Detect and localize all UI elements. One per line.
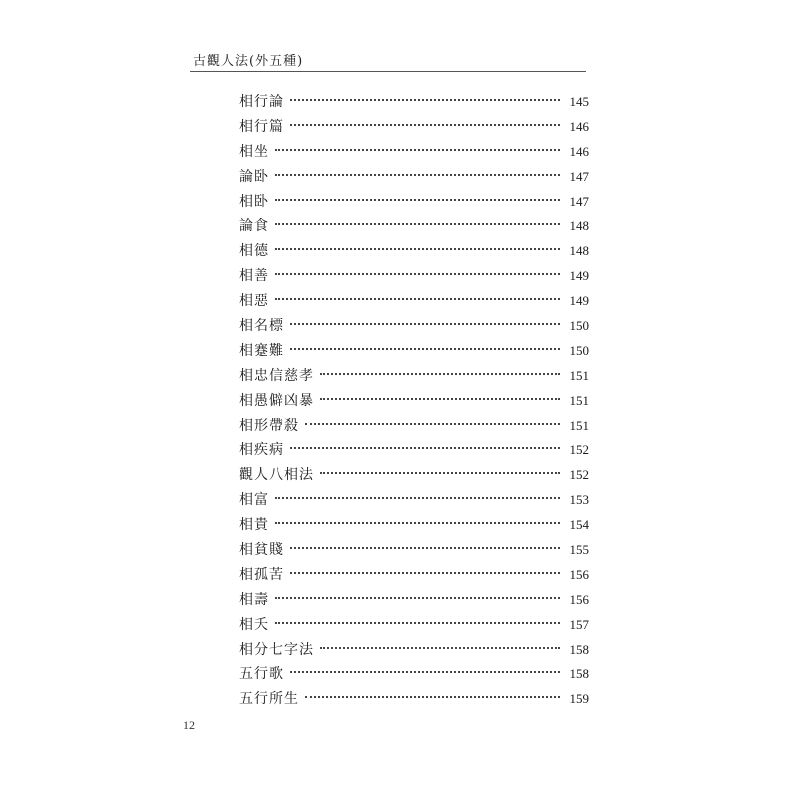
dot-leader (275, 597, 560, 599)
toc-entry (239, 90, 589, 115)
toc-entry (239, 389, 589, 414)
toc-entry (239, 190, 589, 215)
toc-entry-title: 相孤苦 (239, 566, 284, 583)
toc-entry-title: 相富 (239, 492, 269, 509)
toc-entry-title: 觀人八相法 (239, 467, 314, 484)
toc-entry-title: 相惡 (239, 293, 269, 310)
toc-entry-title: 相夭 (239, 616, 269, 633)
toc-entry-page: 152 (569, 467, 589, 483)
header-rule (190, 71, 586, 72)
toc-entry (239, 563, 589, 588)
dot-leader (290, 447, 560, 449)
toc-entry-page: 148 (569, 218, 589, 234)
toc-entry-page: 152 (569, 442, 589, 458)
toc-entry (239, 414, 589, 439)
dot-leader (275, 149, 560, 151)
dot-leader (290, 547, 560, 549)
toc-entry (239, 115, 589, 140)
dot-leader (320, 398, 560, 400)
toc-entry (239, 438, 589, 463)
toc-entry-page: 146 (569, 143, 589, 159)
toc-entry-title: 相德 (239, 243, 269, 260)
toc-entry (239, 140, 589, 165)
toc-entry-title: 五行所生 (239, 691, 299, 708)
toc-entry (239, 488, 589, 513)
toc-entry-title: 五行歌 (239, 666, 284, 683)
dot-leader (275, 298, 560, 300)
toc-entry-title: 相分七字法 (239, 641, 314, 658)
toc-entry-page: 149 (569, 293, 589, 309)
toc-entry-title: 相善 (239, 268, 269, 285)
toc-entry-page: 151 (569, 417, 589, 433)
toc-entry-title: 論卧 (239, 168, 269, 185)
toc-entry (239, 538, 589, 563)
toc-entry (239, 289, 589, 314)
toc-entry (239, 588, 589, 613)
toc-entry-title: 相形帶殺 (239, 417, 299, 434)
dot-leader (290, 99, 560, 101)
toc-entry (239, 613, 589, 638)
toc-entry-title: 相蹇難 (239, 342, 284, 359)
dot-leader (275, 522, 560, 524)
table-of-contents (239, 90, 589, 712)
toc-entry-title: 相行論 (239, 94, 284, 110)
toc-entry-page: 147 (569, 193, 589, 209)
toc-entry-page: 151 (569, 392, 589, 408)
toc-entry (239, 239, 589, 264)
toc-entry-title: 相貴 (239, 517, 269, 534)
toc-entry-title: 相愚僻凶暴 (239, 392, 314, 409)
toc-entry-page: 157 (569, 616, 589, 632)
dot-leader (275, 497, 560, 499)
toc-entry (239, 662, 589, 687)
toc-entry-page: 158 (569, 666, 589, 682)
toc-entry-title: 論食 (239, 218, 269, 235)
toc-entry-page: 158 (569, 641, 589, 657)
toc-entry-title: 相壽 (239, 591, 269, 608)
toc-entry (239, 364, 589, 389)
toc-entry-page: 156 (569, 591, 589, 607)
toc-entry (239, 214, 589, 239)
toc-entry-page: 150 (569, 342, 589, 358)
dot-leader (320, 472, 560, 474)
toc-entry (239, 687, 589, 712)
dot-leader (290, 348, 560, 350)
dot-leader (320, 373, 560, 375)
toc-entry-page: 148 (569, 243, 589, 259)
page-number: 12 (183, 718, 195, 732)
toc-entry (239, 463, 589, 488)
toc-entry-title: 相卧 (239, 193, 269, 210)
toc-entry-title: 相行篇 (239, 118, 284, 135)
toc-entry-page: 151 (569, 367, 589, 383)
dot-leader (290, 124, 560, 126)
toc-entry-page: 154 (569, 517, 589, 533)
toc-entry-page: 159 (569, 691, 589, 707)
toc-entry-page: 153 (569, 492, 589, 508)
dot-leader (275, 273, 560, 275)
toc-entry-title: 相忠信慈孝 (239, 367, 314, 384)
dot-leader (290, 323, 560, 325)
toc-entry (239, 638, 589, 663)
dot-leader (290, 671, 560, 673)
dot-leader (320, 647, 560, 649)
running-header: 古觀人法(外五種) (193, 54, 304, 69)
toc-entry-title: 相疾病 (239, 442, 284, 459)
toc-entry-page: 155 (569, 542, 589, 558)
toc-entry (239, 165, 589, 190)
toc-entry-title: 相貧賤 (239, 542, 284, 559)
dot-leader (275, 223, 560, 225)
dot-leader (275, 622, 560, 624)
toc-entry-title: 相名標 (239, 318, 284, 335)
dot-leader (290, 572, 560, 574)
toc-entry-page: 156 (569, 566, 589, 582)
toc-entry-page: 150 (569, 318, 589, 334)
toc-entry-page: 149 (569, 268, 589, 284)
dot-leader (275, 174, 560, 176)
dot-leader (305, 423, 560, 425)
toc-entry-page: 145 (569, 94, 589, 109)
toc-entry (239, 513, 589, 538)
toc-entry (239, 339, 589, 364)
dot-leader (275, 248, 560, 250)
toc-entry-page: 147 (569, 168, 589, 184)
dot-leader (275, 199, 560, 201)
toc-entry (239, 314, 589, 339)
toc-entry (239, 264, 589, 289)
dot-leader (305, 696, 560, 698)
toc-entry-page: 146 (569, 118, 589, 134)
toc-entry-title: 相坐 (239, 143, 269, 160)
